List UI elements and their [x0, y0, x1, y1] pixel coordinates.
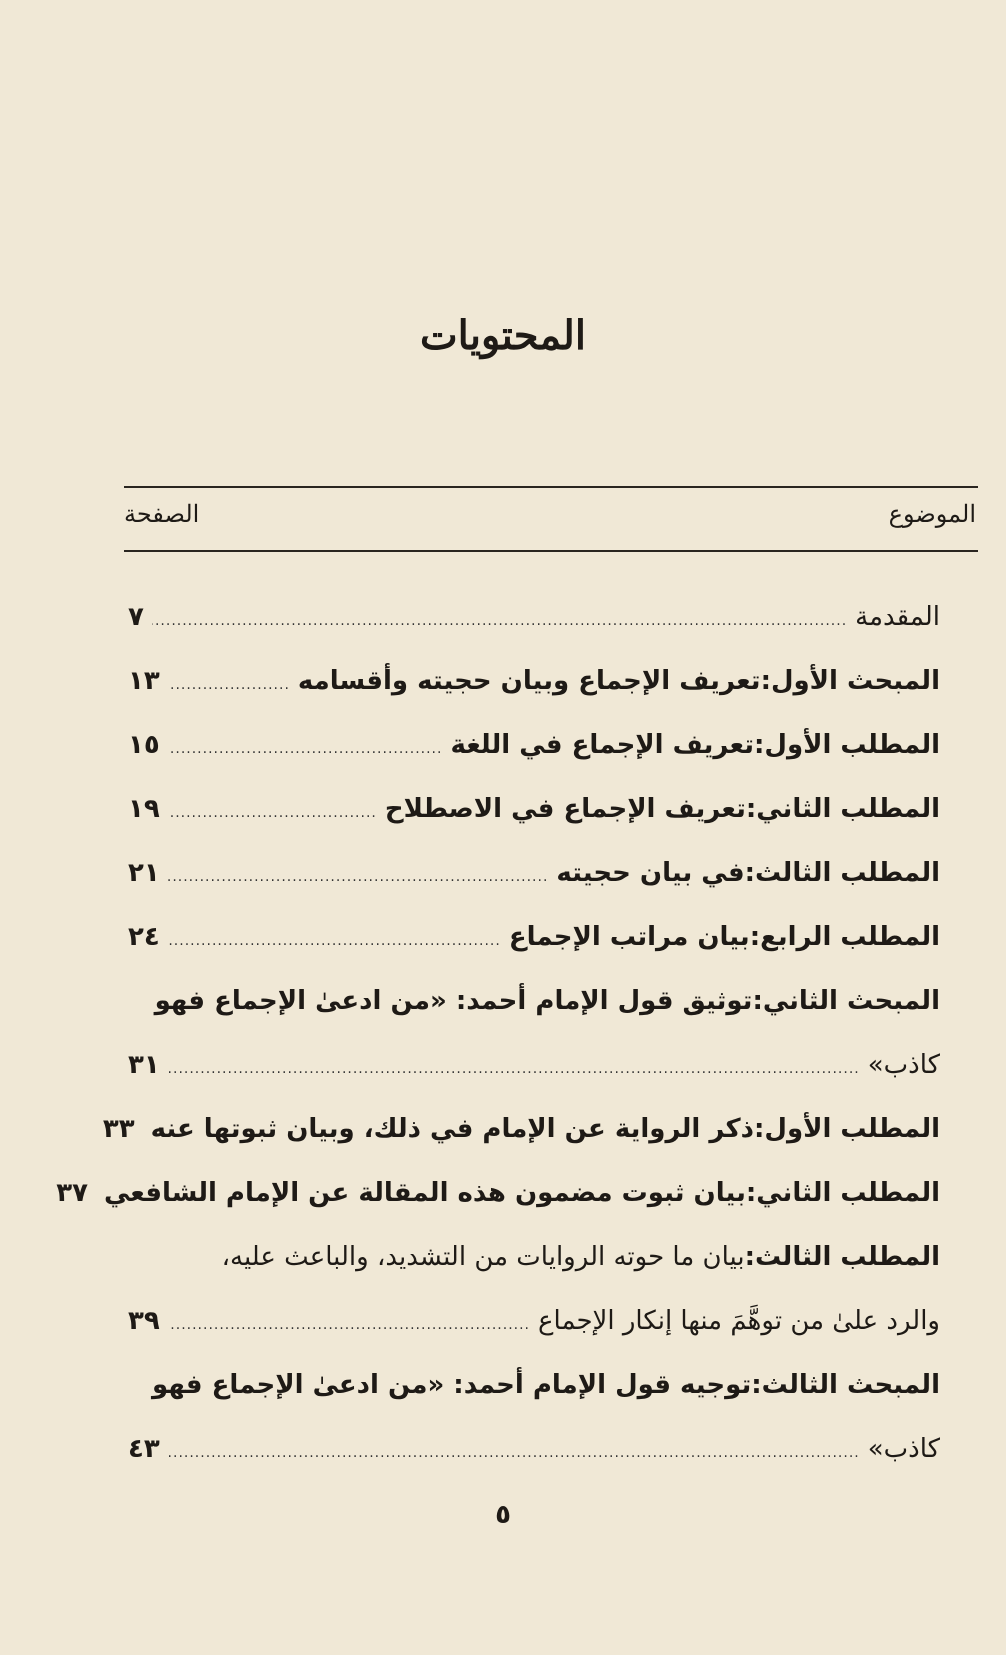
- entry-title-continuation: والرد علىٰ من توهَّمَ منها إنكار الإجماع: [538, 1306, 940, 1336]
- entry-label: المطلب الثاني:: [745, 1178, 940, 1208]
- toc-entry-continuation[interactable]: [128, 1033, 940, 1097]
- entry-page-number: ٢٤: [128, 922, 160, 952]
- toc-entry[interactable]: [56, 1161, 940, 1225]
- toc-entry[interactable]: [128, 713, 940, 777]
- entry-title: بيان ما حوته الروايات من التشديد، والباعث عليه،: [221, 1242, 745, 1272]
- entry-title-continuation: كاذب»: [867, 1434, 940, 1464]
- entry-page-number: ٤٣: [128, 1434, 160, 1464]
- toc-entry[interactable]: [128, 1353, 940, 1417]
- entry-page-number: ١٣: [128, 666, 160, 696]
- entry-page-number: ٣١: [128, 1050, 160, 1080]
- entry-label: المطلب الرابع:: [749, 922, 940, 952]
- leader-dots: [168, 909, 501, 973]
- toc-entry-continuation[interactable]: [128, 1289, 940, 1353]
- entry-label: المطلب الأول:: [753, 730, 940, 760]
- entry-title: بيان ثبوت مضمون هذه المقالة عن الإمام الشافعي: [103, 1178, 746, 1208]
- toc-entry[interactable]: [128, 969, 940, 1033]
- toc-entry[interactable]: [128, 585, 940, 649]
- toc-entry[interactable]: [128, 649, 940, 713]
- entry-page-number: ١٩: [128, 794, 160, 824]
- header-page: الصفحة: [124, 500, 200, 528]
- entry-label: المطلب الثالث:: [744, 858, 940, 888]
- entry-page-number: ٧: [128, 602, 144, 632]
- leader-dots: [168, 653, 290, 717]
- entry-title: تعريف الإجماع في اللغة: [450, 730, 754, 760]
- entry-page-number: ٢١: [128, 858, 160, 888]
- table-of-contents: [56, 585, 940, 1481]
- entry-title: توثيق قول الإمام أحمد: «من ادعىٰ الإجماع فهو: [154, 986, 753, 1016]
- entry-label: المطلب الثاني:: [745, 794, 940, 824]
- toc-entry[interactable]: [128, 905, 940, 969]
- page-number: ٥: [495, 1500, 511, 1530]
- entry-label: المطلب الثالث:: [744, 1242, 940, 1272]
- page-title: المحتويات: [420, 312, 586, 359]
- entry-title: توجيه قول الإمام أحمد: «من ادعىٰ الإجماع فهو: [152, 1370, 752, 1400]
- leader-dots: [168, 845, 549, 909]
- entry-title: ذكر الرواية عن الإمام في ذلك، وبيان ثبوتها عنه: [150, 1114, 754, 1144]
- entry-title: تعريف الإجماع في الاصطلاح: [384, 794, 746, 824]
- toc-entry[interactable]: [102, 1097, 940, 1161]
- leader-dots: [168, 717, 443, 781]
- leader-dots: [168, 1293, 530, 1357]
- toc-entry-continuation[interactable]: [128, 1417, 940, 1481]
- toc-entry[interactable]: [128, 1225, 940, 1289]
- leader-dots: [168, 1421, 860, 1485]
- entry-label: المبحث الثالث:: [751, 1370, 940, 1400]
- toc-entry[interactable]: [128, 777, 940, 841]
- entry-page-number: ٣٣: [102, 1114, 135, 1144]
- entry-label: المبحث الأول:: [760, 666, 940, 696]
- entry-title-continuation: كاذب»: [867, 1050, 940, 1080]
- entry-page-number: ٣٩: [128, 1306, 160, 1336]
- leader-dots: [168, 1037, 860, 1101]
- entry-label: المطلب الأول:: [753, 1114, 940, 1144]
- header-top-rule: [124, 486, 978, 488]
- entry-page-number: ٣٧: [56, 1178, 88, 1208]
- entry-title: المقدمة: [855, 602, 940, 632]
- entry-title: بيان مراتب الإجماع: [508, 922, 750, 952]
- toc-entry[interactable]: [128, 841, 940, 905]
- entry-label: المبحث الثاني:: [752, 986, 940, 1016]
- entry-page-number: ١٥: [128, 730, 160, 760]
- header-topic: الموضوع: [888, 500, 976, 528]
- entry-title: في بيان حجيته: [556, 858, 745, 888]
- entry-title: تعريف الإجماع وبيان حجيته وأقسامه: [297, 666, 761, 696]
- leader-dots: [168, 781, 377, 845]
- leader-dots: [152, 589, 847, 653]
- header-bottom-rule: [124, 550, 978, 552]
